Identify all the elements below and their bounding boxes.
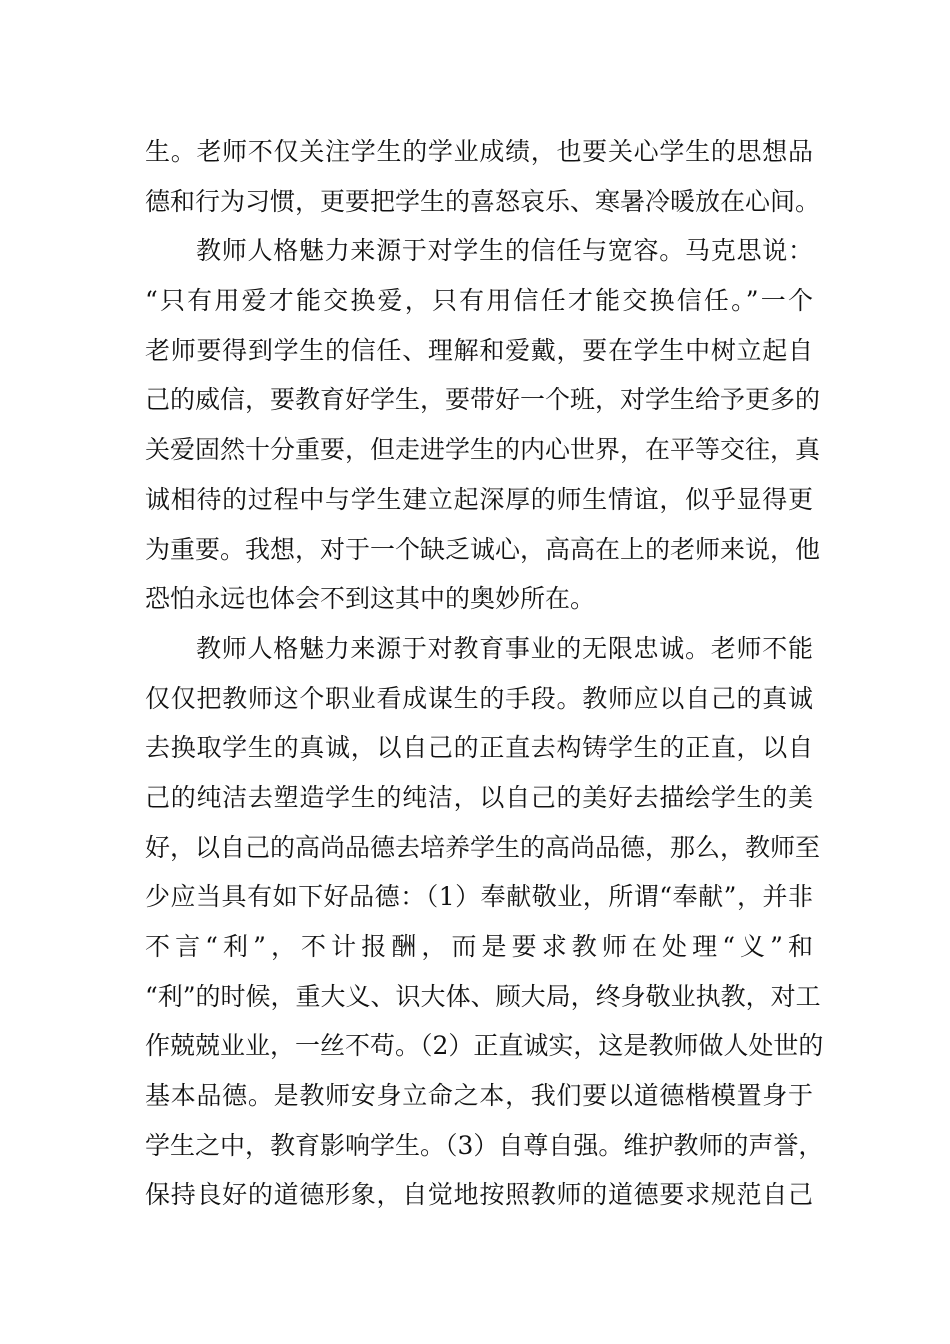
- text-line: 学生之中，教育影响学生。（3）自尊自强。维护教师的声誉，: [145, 1130, 824, 1160]
- text-line: 仅仅把教师这个职业看成谋生的手段。教师应以自己的真诚: [145, 683, 813, 713]
- text-line: “利”的时候，重大义、识大体、顾大局，终身敬业执教，对工: [145, 981, 821, 1011]
- text-line: 作兢兢业业，一丝不苟。（2）正直诚实，这是教师做人处世的: [145, 1031, 824, 1061]
- text-line: 好，以自己的高尚品德去培养学生的高尚品德，那么，教师至: [145, 832, 821, 862]
- text-line: 少应当具有如下好品德：（1）奉献敬业，所谓“奉献”，并非: [145, 882, 813, 912]
- text-line: 诚相待的过程中与学生建立起深厚的师生情谊，似乎显得更: [145, 484, 813, 514]
- text-line: 不言“利”，不计报酬，而是要求教师在处理“义”和: [145, 932, 813, 961]
- document-body: [145, 127, 824, 1220]
- text-line: 己的纯洁去塑造学生的纯洁，以自己的美好去描绘学生的美: [145, 782, 813, 812]
- text-line: 老师要得到学生的信任、理解和爱戴，要在学生中树立起自: [145, 335, 813, 365]
- text-line: 去换取学生的真诚，以自己的正直去构铸学生的正直，以自: [145, 733, 813, 763]
- text-line: 生。老师不仅关注学生的学业成绩，也要关心学生的思想品: [145, 137, 813, 166]
- text-line: 基本品德。是教师安身立命之本，我们要以道德楷模置身于: [145, 1081, 813, 1111]
- text-line: 己的威信，要教育好学生，要带好一个班，对学生给予更多的: [145, 385, 821, 415]
- text-line: 恐怕永远也体会不到这其中的奥妙所在。: [145, 584, 596, 614]
- text-line: 保持良好的道德形象，自觉地按照教师的道德要求规范自己: [145, 1180, 813, 1210]
- text-line: “只有用爱才能交换爱，只有用信任才能交换信任。”一个: [145, 286, 813, 316]
- text-line: 德和行为习惯，更要把学生的喜怒哀乐、寒暑冷暖放在心间。: [145, 186, 821, 216]
- paragraph-first-line: 教师人格魅力来源于对学生的信任与宽容。马克思说：: [196, 236, 813, 266]
- paragraph-first-line: 教师人格魅力来源于对教育事业的无限忠诚。老师不能: [196, 633, 813, 663]
- text-line: 关爱固然十分重要，但走进学生的内心世界，在平等交往，真: [145, 435, 821, 465]
- text-line: 为重要。我想，对于一个缺乏诚心，高高在上的老师来说，他: [145, 534, 821, 564]
